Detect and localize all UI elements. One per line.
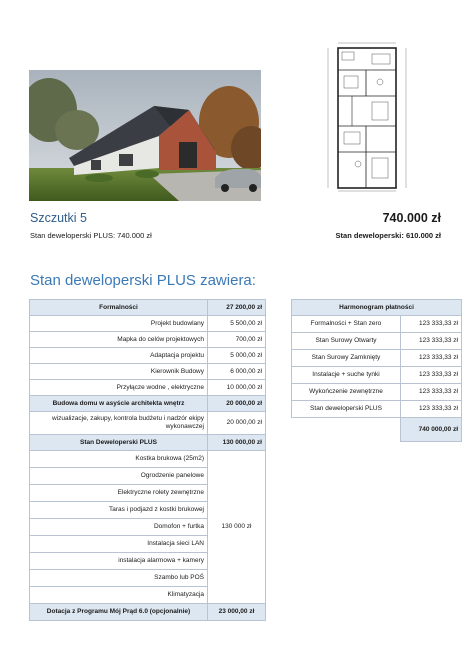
empty-cell bbox=[292, 418, 401, 442]
table-row bbox=[30, 332, 266, 348]
page-subtitle: Stan deweloperski PLUS: 740.000 zł bbox=[30, 231, 152, 240]
table-section-row bbox=[30, 435, 266, 451]
row-label: Kostka brukowa (25m2) bbox=[30, 451, 208, 468]
table-section-row bbox=[30, 396, 266, 412]
row-value: 5 500,00 zł bbox=[208, 316, 266, 332]
house-render-image bbox=[29, 70, 261, 201]
page-title: Szczutki 5 bbox=[30, 211, 87, 225]
row-label: Szambo lub POŚ bbox=[30, 570, 208, 587]
total-value: 740 000,00 zł bbox=[401, 418, 462, 442]
row-value: 130 000 zł bbox=[208, 451, 266, 604]
table-row bbox=[292, 367, 462, 384]
cost-breakdown-table bbox=[29, 299, 266, 621]
row-label: Formalności + Stan zero bbox=[292, 316, 401, 333]
row-value: 20 000,00 zł bbox=[208, 396, 266, 412]
row-value: 130 000,00 zł bbox=[208, 435, 266, 451]
row-label: Stan Deweloperski PLUS bbox=[30, 435, 208, 451]
row-value: 123 333,33 zł bbox=[401, 333, 462, 350]
row-value: 10 000,00 zł bbox=[208, 380, 266, 396]
price-deweloperski: Stan deweloperski: 610.000 zł bbox=[335, 231, 441, 240]
section-heading: Stan deweloperski PLUS zawiera: bbox=[30, 272, 256, 289]
table-header-row bbox=[292, 300, 462, 316]
table-row bbox=[30, 380, 266, 396]
row-label: Mapka do celów projektowych bbox=[30, 332, 208, 348]
table-row bbox=[30, 412, 266, 435]
row-label: Taras i podjazd z kostki brukowej bbox=[30, 502, 208, 519]
row-label: Stan Surowy Otwarty bbox=[292, 333, 401, 350]
row-label: Adaptacja projektu bbox=[30, 348, 208, 364]
row-value: 5 000,00 zł bbox=[208, 348, 266, 364]
row-label: Formalności bbox=[30, 300, 208, 316]
row-label: Domofon + furtka bbox=[30, 519, 208, 536]
row-label: wizualizacje, zakupy, kontrola budżetu i nadzór ekipy wykonawczej bbox=[30, 412, 208, 435]
table-row bbox=[292, 384, 462, 401]
table-row bbox=[30, 348, 266, 364]
floor-plan-image bbox=[322, 40, 414, 192]
table-row bbox=[292, 401, 462, 418]
row-label: Dotacja z Programu Mój Prąd 6.0 (opcjonalnie) bbox=[30, 604, 208, 621]
price-total: 740.000 zł bbox=[382, 211, 441, 225]
table-footer-row bbox=[30, 604, 266, 621]
row-label: Instalacje + suche tynki bbox=[292, 367, 401, 384]
row-label: Budowa domu w asyście architekta wnętrz bbox=[30, 396, 208, 412]
row-value: 27 200,00 zł bbox=[208, 300, 266, 316]
row-label: Klimatyzacja bbox=[30, 587, 208, 604]
row-value: 6 000,00 zł bbox=[208, 364, 266, 380]
row-value: 23 000,00 zł bbox=[208, 604, 266, 621]
row-value: 123 333,33 zł bbox=[401, 367, 462, 384]
row-value: 700,00 zł bbox=[208, 332, 266, 348]
row-label: Stan Surowy Zamknięty bbox=[292, 350, 401, 367]
row-label: Elektryczne rolety zewnętrzne bbox=[30, 485, 208, 502]
table-section-row bbox=[30, 300, 266, 316]
table-total-row bbox=[292, 418, 462, 442]
row-value: 123 333,33 zł bbox=[401, 401, 462, 418]
row-value: 123 333,33 zł bbox=[401, 316, 462, 333]
table-title: Harmonogram płatności bbox=[292, 300, 462, 316]
row-label: Ogrodzenie panelowe bbox=[30, 468, 208, 485]
table-row bbox=[30, 316, 266, 332]
row-label: Kierownik Budowy bbox=[30, 364, 208, 380]
row-label: Stan deweloperski PLUS bbox=[292, 401, 401, 418]
table-row bbox=[30, 364, 266, 380]
table-row bbox=[292, 350, 462, 367]
row-label: instalacja alarmowa + kamery bbox=[30, 553, 208, 570]
row-value: 123 333,33 zł bbox=[401, 384, 462, 401]
table-row bbox=[292, 333, 462, 350]
row-label: Wykończenie zewnętrzne bbox=[292, 384, 401, 401]
table-row bbox=[292, 316, 462, 333]
row-label: Projekt budowlany bbox=[30, 316, 208, 332]
table-row bbox=[30, 451, 266, 468]
row-value: 20 000,00 zł bbox=[208, 412, 266, 435]
row-label: Instalacja sieci LAN bbox=[30, 536, 208, 553]
payment-schedule-table bbox=[291, 299, 462, 442]
row-value: 123 333,33 zł bbox=[401, 350, 462, 367]
row-label: Przyłącze wodne , elektryczne bbox=[30, 380, 208, 396]
